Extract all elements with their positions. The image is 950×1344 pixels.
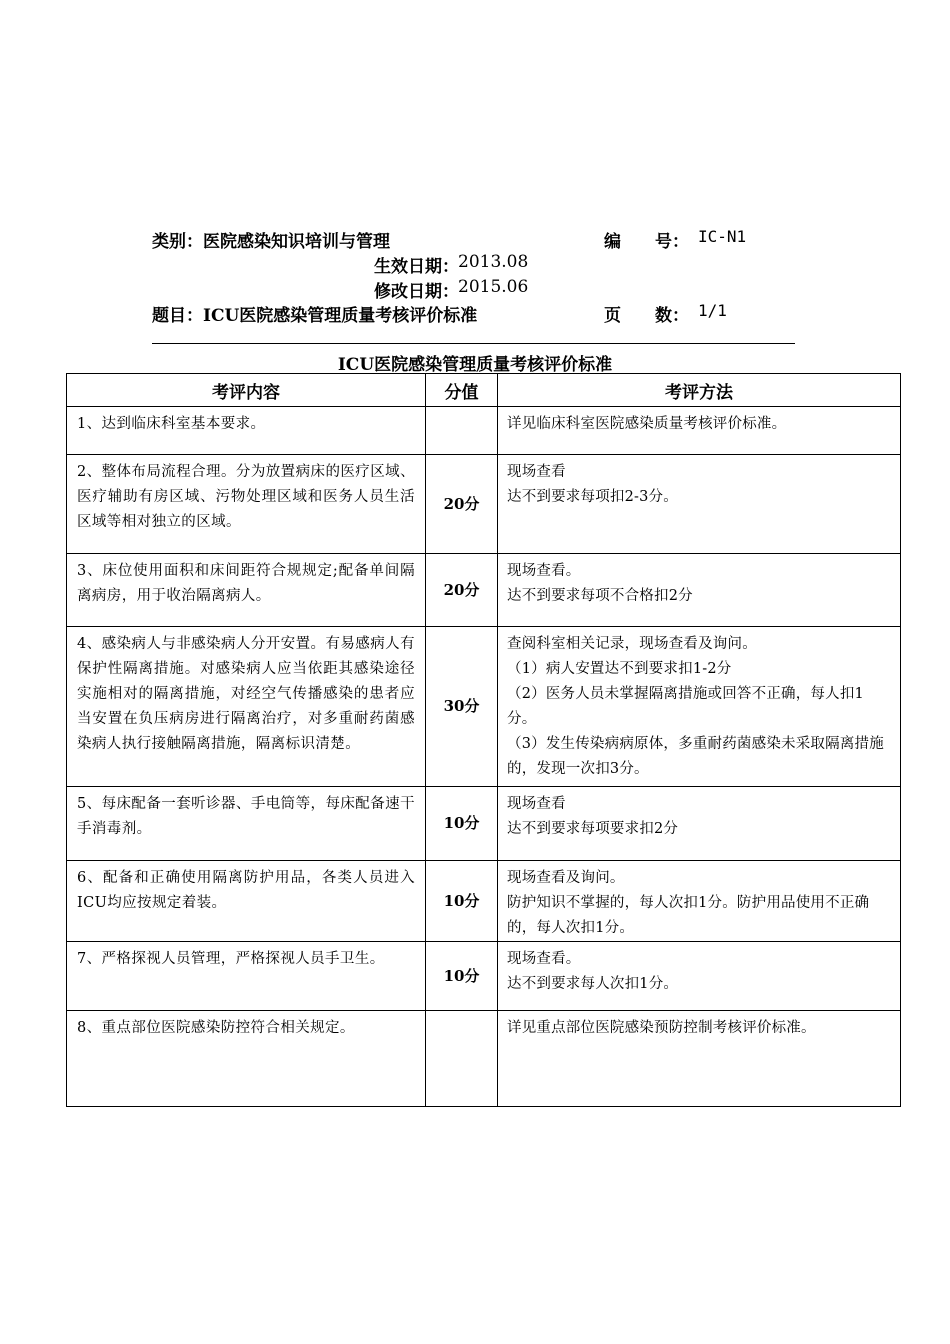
row-content: 1、达到临床科室基本要求。 bbox=[67, 407, 426, 455]
row-method bbox=[498, 861, 901, 942]
number-value: IC-N1 bbox=[698, 227, 747, 246]
table-row bbox=[67, 942, 901, 1011]
row-score: 20分 bbox=[426, 554, 498, 627]
table-row bbox=[67, 455, 901, 554]
method-line: 查阅科室相关记录，现场查看及询问。 bbox=[507, 636, 757, 652]
row-content: 3、床位使用面积和床间距符合规规定;配备单间隔离病房，用于收治隔离病人。 bbox=[67, 554, 426, 627]
column-header-score: 分值 bbox=[426, 374, 498, 407]
row-content: 2、整体布局流程合理。分为放置病床的医疗区域、医疗辅助有房区域、污物处理区域和医务人员生活区域等相对独立的区域。 bbox=[67, 455, 426, 554]
row-score: 10分 bbox=[426, 942, 498, 1011]
method-line: 达不到要求每项不合格扣2分 bbox=[507, 588, 693, 604]
row-content: 6、配备和正确使用隔离防护用品，各类人员进入ICU均应按规定着装。 bbox=[67, 861, 426, 942]
row-score: 30分 bbox=[426, 627, 498, 787]
method-line: 详见重点部位医院感染预防控制考核评价标准。 bbox=[507, 1020, 816, 1036]
revised-date-label: 修改日期： bbox=[374, 282, 459, 302]
method-line: （1）病人安置达不到要求扣1-2分 bbox=[507, 661, 732, 677]
row-method bbox=[498, 942, 901, 1011]
table-row bbox=[67, 554, 901, 627]
revised-date-value: 2015.06 bbox=[458, 277, 529, 297]
row-method bbox=[498, 787, 901, 861]
header-divider bbox=[152, 343, 795, 344]
row-content: 5、每床配备一套听诊器、手电筒等，每床配备速干手消毒剂。 bbox=[67, 787, 426, 861]
method-line: 现场查看 bbox=[507, 796, 566, 812]
row-method bbox=[498, 455, 901, 554]
table-row bbox=[67, 627, 901, 787]
method-line: 现场查看 bbox=[507, 464, 566, 480]
method-line: 达不到要求每人次扣1分。 bbox=[507, 976, 679, 992]
row-method bbox=[498, 627, 901, 787]
pages-label: 页 数： bbox=[604, 306, 689, 326]
effective-date-value: 2013.08 bbox=[458, 252, 529, 272]
row-method bbox=[498, 554, 901, 627]
effective-date-label: 生效日期： bbox=[374, 257, 459, 277]
method-line: 现场查看及询问。 bbox=[507, 870, 625, 886]
category-label: 类别：医院感染知识培训与管理 bbox=[152, 232, 390, 252]
row-method bbox=[498, 1011, 901, 1107]
method-line: 达不到要求每项扣2-3分。 bbox=[507, 489, 678, 505]
table-row bbox=[67, 787, 901, 861]
row-content: 4、感染病人与非感染病人分开安置。有易感病人有保护性隔离措施。对感染病人应当依距其感染途径实施相对的隔离措施，对经空气传播感染的患者应当安置在负压病房进行隔离治疗，对多重耐药菌感染病人执行接触隔离措施，隔离标识清楚。 bbox=[67, 627, 426, 787]
method-line: 详见临床科室医院感染质量考核评价标准。 bbox=[507, 416, 787, 432]
method-line: 达不到要求每项要求扣2分 bbox=[507, 821, 679, 837]
row-score: 10分 bbox=[426, 787, 498, 861]
row-method bbox=[498, 407, 901, 455]
table-row bbox=[67, 407, 901, 455]
method-line: （3）发生传染病病原体，多重耐药菌感染未采取隔离措施的，发现一次扣3分。 bbox=[507, 736, 884, 777]
method-line: （2）医务人员未掌握隔离措施或回答不正确，每人扣1分。 bbox=[507, 686, 864, 727]
number-label: 编 号： bbox=[604, 232, 689, 252]
method-line: 现场查看。 bbox=[507, 563, 581, 579]
table-row bbox=[67, 861, 901, 942]
column-header-content: 考评内容 bbox=[67, 374, 426, 407]
topic-label: 题目：ICU医院感染管理质量考核评价标准 bbox=[152, 306, 478, 326]
row-score bbox=[426, 407, 498, 455]
row-content: 8、重点部位医院感染防控符合相关规定。 bbox=[67, 1011, 426, 1107]
table-header-row bbox=[67, 374, 901, 407]
evaluation-table bbox=[66, 373, 901, 1107]
method-line: 现场查看。 bbox=[507, 951, 581, 967]
method-line: 防护知识不掌握的，每人次扣1分。防护用品使用不正确的，每人次扣1分。 bbox=[507, 895, 870, 936]
row-score: 20分 bbox=[426, 455, 498, 554]
table-row bbox=[67, 1011, 901, 1107]
document-title: ICU医院感染管理质量考核评价标准 bbox=[337, 355, 613, 375]
row-content: 7、严格探视人员管理，严格探视人员手卫生。 bbox=[67, 942, 426, 1011]
row-score: 10分 bbox=[426, 861, 498, 942]
row-score bbox=[426, 1011, 498, 1107]
pages-value: 1/1 bbox=[698, 301, 727, 320]
column-header-method: 考评方法 bbox=[498, 374, 901, 407]
